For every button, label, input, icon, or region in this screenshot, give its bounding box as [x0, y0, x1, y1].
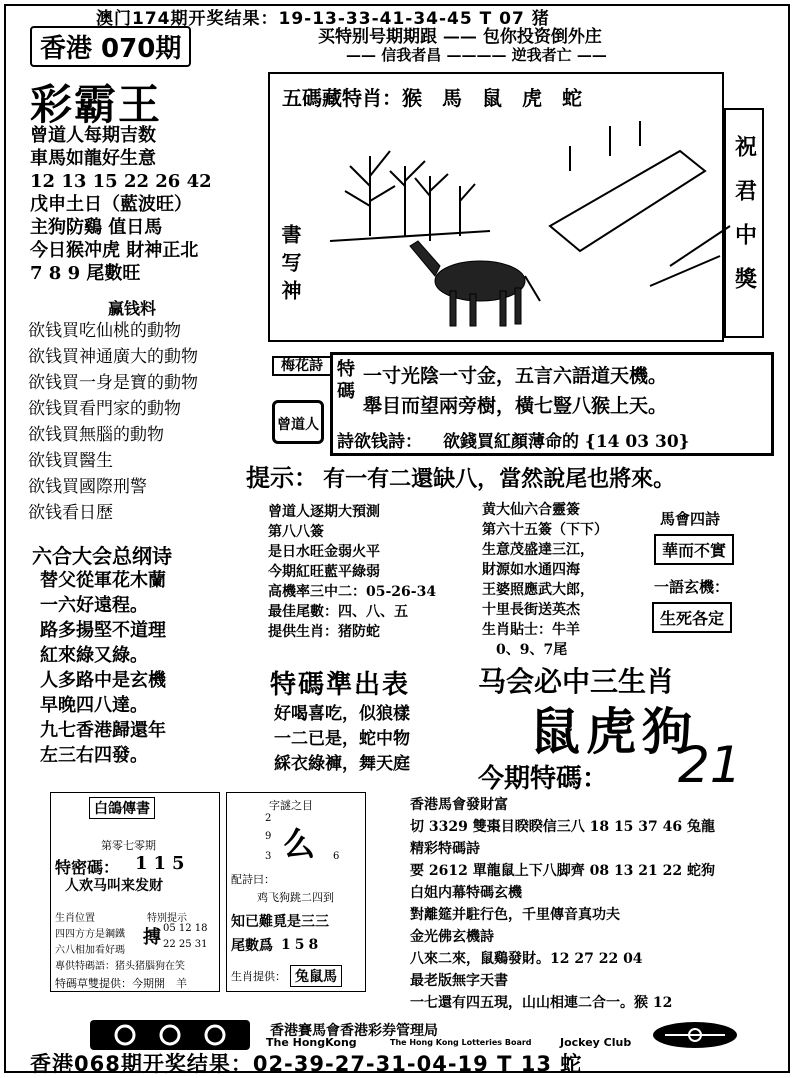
rb-line: 一七還有四五現，山山相連二合一。猴 12	[410, 995, 673, 1011]
poem-line-2: 舉目而望兩旁樹，橫七豎八猴上天。	[363, 395, 668, 417]
huangdaxian-line: 第六十五簽（下下）	[482, 522, 608, 538]
rb-line: 精彩特碼詩	[410, 841, 480, 857]
riddles-title: 赢钱料	[108, 299, 157, 318]
jockey-club-right-logo-icon	[650, 1020, 740, 1050]
liuhe-line: 路多揚堅不道理	[40, 620, 166, 641]
tema-label: 今期特碼：	[478, 764, 609, 794]
shengxiao-value: 兔鼠馬	[290, 965, 342, 987]
special-tip: 特別提示	[147, 913, 187, 924]
tema-number: 21	[678, 736, 742, 794]
secret-code-value: 115	[135, 853, 191, 874]
huangdaxian-line: 0、9、7尾	[482, 642, 568, 658]
daily-line: 戊申土日（藍波旺）	[30, 194, 192, 215]
tail-value: 158	[281, 937, 323, 953]
rb-line: 八來二來，鼠鷄發財。12 27 22 04	[410, 951, 643, 967]
banner-en-left: The HongKong	[266, 1036, 357, 1049]
prediction-line: 高機率三中二：05-26-34	[268, 584, 437, 600]
riddle-item: 欲钱買一身是寶的動物	[28, 373, 198, 393]
riddle-item: 欲钱看日歷	[28, 503, 113, 523]
shengxiao-label: 生肖提供：	[231, 970, 286, 983]
special-line: 一二已是，蛇中物	[274, 729, 410, 749]
horse-poem-title: 馬會四詩	[660, 510, 721, 528]
hint-text: 有一有二還缺八，當然說尾也將來。	[323, 466, 676, 492]
pigeon-cell-3: 六八相加看好瑪	[55, 945, 125, 956]
huangdaxian-line: 生意茂盛達三江，	[482, 542, 594, 558]
riddle-item: 欲钱買看門家的動物	[28, 399, 181, 419]
liuhe-title: 六合大会总纲诗	[32, 544, 172, 568]
liuhe-line: 替父從軍花木蘭	[40, 570, 166, 591]
hkjc-left-logo-icon	[90, 1020, 250, 1050]
prediction-list	[268, 502, 436, 642]
liuhe-line: 九七香港歸還年	[40, 720, 166, 741]
one-phrase-title: 一語玄機：	[654, 578, 730, 596]
rb-line: 要 2612 單龍鼠上下八脚齊 08 13 21 22 蛇狗	[410, 863, 716, 879]
secret-code-label: 特密碼：	[55, 858, 120, 877]
liuhe-line: 一六好遠程。	[40, 595, 148, 616]
prediction-line: 是日水旺金弱火平	[268, 544, 380, 560]
pigeon-issue: 第零七零期	[101, 839, 156, 852]
cai-ba-wang-title: 彩霸王	[30, 80, 163, 129]
shengxiao-row	[231, 965, 342, 987]
special-line: 好喝喜吃，似狼樣	[274, 704, 410, 724]
riddle-item: 欲钱買神通廣大的動物	[28, 347, 198, 367]
num-row-1: 05 12 18	[163, 923, 208, 934]
huangdaxian-line: 生肖貼士：牛羊	[482, 622, 580, 638]
daily-line: 主狗防鷄 值日馬	[30, 217, 163, 238]
hint-row	[246, 458, 675, 493]
rb-line: 切 3329 雙棗目睽睽信三八 18 15 37 46 兔龍	[410, 819, 716, 835]
riddle-item: 欲钱買醫生	[28, 451, 113, 471]
plum-poem-label: 梅花詩	[272, 356, 332, 376]
big-char: 搏	[143, 927, 161, 948]
pigeon-footer: 專供特碼語：猪头猪腦狗在笑	[55, 961, 185, 972]
prediction-line: 提供生肖：猪防蛇	[268, 624, 380, 640]
poem-label-yuqian: 詩欲钱詩：	[337, 432, 422, 452]
char-num-2: 2	[265, 813, 272, 824]
secret-code-text: 人欢马叫来发财	[65, 878, 163, 894]
pigeon-box	[50, 792, 220, 992]
three-zodiac-title: 马会必中三生肖	[478, 665, 675, 698]
riddle-item: 欲钱買國際刑警	[28, 477, 147, 497]
picture-box	[268, 72, 724, 342]
special-table-title: 特碼準出表	[270, 670, 411, 700]
tail-label: 尾數爲	[231, 938, 273, 954]
prediction-line: 第八八簽	[268, 524, 324, 540]
poem-line-3: 欲錢買紅顏薄命的 {14 03 30}	[443, 432, 690, 452]
huangdaxian-line: 十里長街送英杰	[482, 602, 580, 618]
special-poem-box	[330, 352, 774, 456]
left-vertical-text: 書写神	[278, 224, 302, 308]
riddle-item: 欲钱買吃仙桃的動物	[28, 321, 181, 341]
poem-label-tema: 特碼	[337, 359, 355, 402]
pigeon-title: 白鴿傳書	[89, 797, 155, 819]
zeng-daoren-seal: 曾道人	[272, 400, 324, 444]
three-zodiac-animals: 鼠虎狗	[530, 702, 698, 761]
huangdaxian-line: 王婆照應武大郎，	[482, 582, 594, 598]
daily-line: 曾道人每期吉数	[30, 125, 156, 146]
rb-line: 對離筵并駐行色，千里傳音真功夫	[410, 907, 620, 923]
daily-line: 12 13 15 22 26 42	[30, 171, 212, 192]
five-codes-zodiac: 五碼藏特肖：猴 馬 鼠 虎 蛇	[282, 86, 582, 110]
rb-line: 金光佛玄機詩	[410, 929, 494, 945]
know-line: 知已難覓是三三	[231, 914, 329, 930]
landscape-illustration	[310, 116, 750, 336]
riddles-list	[28, 318, 198, 526]
good-luck-vertical: 祝君中獎	[724, 108, 764, 338]
huangdaxian-list	[482, 500, 608, 660]
liuhe-line: 人多路中是玄機	[40, 670, 166, 691]
liuhe-line: 早晚四八達。	[40, 695, 148, 716]
header-slogan: 买特别号期期跟 —— 包你投资倒外庄	[318, 27, 602, 47]
daily-line: 7 8 9 尾數旺	[30, 263, 141, 284]
rb-line: 最老版無字天書	[410, 973, 508, 989]
hint-label: 提示：	[246, 464, 318, 492]
prediction-line: 最佳尾數：四、八、五	[268, 604, 408, 620]
daily-line: 車馬如龍好生意	[30, 148, 156, 169]
prediction-line: 曾道人逐期大預測	[268, 504, 380, 520]
header-result-line: 澳门174期开奖结果：19-13-33-41-34-45 T 07 猪	[96, 9, 550, 29]
char-num-9: 9	[265, 831, 272, 842]
riddle-item: 欲钱買無腦的動物	[28, 425, 164, 445]
char-riddle-char: 么	[283, 825, 316, 863]
pigeon-cell-1: 生肖位置	[55, 913, 95, 924]
special-line: 綵衣綠褲，舞天庭	[274, 754, 410, 774]
jockey-banner	[90, 1020, 780, 1050]
banner-en-right: Jockey Club	[560, 1036, 632, 1049]
special-lines	[274, 702, 410, 777]
pigeon-provider: 特碼草雙提供：今期開 羊	[55, 977, 187, 990]
right-bottom-list	[410, 794, 715, 1014]
char-num-6: 6	[333, 851, 340, 862]
char-note: 鸡飞狗跳二四到	[257, 891, 334, 904]
tail-row	[231, 935, 322, 955]
header-motto: —— 信我者昌 ———— 逆我者亡 ——	[346, 46, 607, 64]
pigeon-cell-2: 四四方方是鋼鐵	[55, 929, 125, 940]
banner-en-sub: The Hong Kong Lotteries Board	[390, 1038, 532, 1047]
num-row-2: 22 25 31	[163, 939, 208, 950]
rb-line: 香港馬會發財富	[410, 797, 508, 813]
rb-line: 白姐内幕特碼玄機	[410, 885, 522, 901]
banner-cn: 香港賽馬會香港彩券管理局	[270, 1023, 438, 1039]
issue-title: 香港 070期	[30, 26, 191, 67]
daily-numbers-list	[30, 124, 212, 285]
huangdaxian-line: 財源如水通四海	[482, 562, 580, 578]
horse-poem-text: 華而不實	[654, 534, 734, 565]
one-phrase-text: 生死各定	[652, 602, 732, 633]
char-riddle-box	[226, 792, 366, 992]
liuhe-line: 左三右四發。	[40, 745, 148, 766]
prediction-line: 今期紅旺藍平綠弱	[268, 564, 380, 580]
char-riddle-title: 字謎之目	[269, 799, 313, 812]
char-num-3: 3	[265, 851, 272, 862]
char-note-label: 配詩曰：	[231, 873, 275, 886]
poem-line-1: 一寸光陰一寸金，五言六語道天機。	[363, 365, 668, 387]
daily-line: 今日猴冲虎 財神正北	[30, 240, 199, 261]
footer-result: 香港068期开奖结果：02-39-27-31-04-19 T 13 蛇	[30, 1052, 583, 1076]
huangdaxian-line: 黄大仙六合靈簽	[482, 502, 580, 518]
liuhe-line: 紅來綠又綠。	[40, 645, 148, 666]
liuhe-lines	[40, 568, 166, 768]
